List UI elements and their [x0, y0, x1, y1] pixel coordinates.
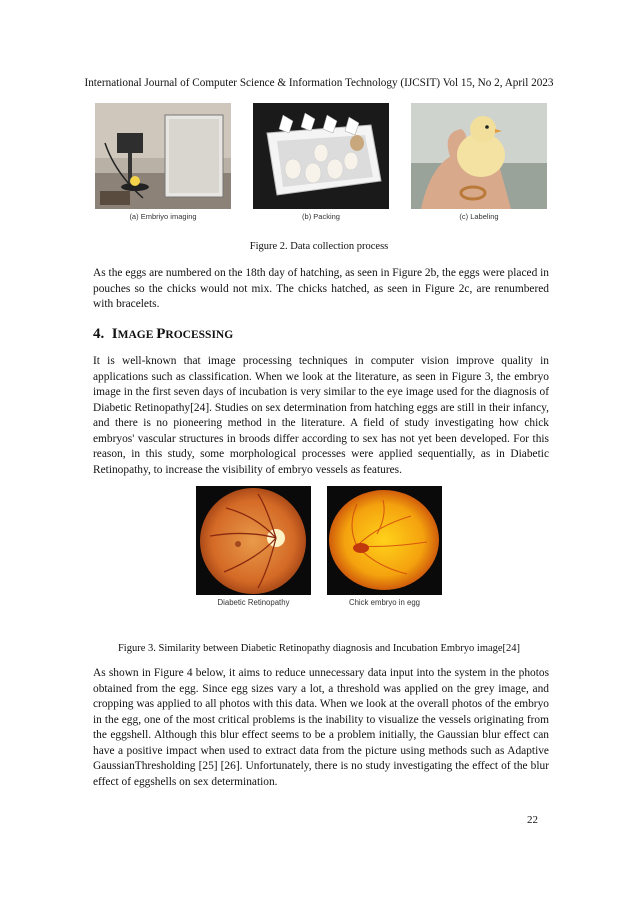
paragraph-2: It is well-known that image processing techniques in computer vision improve quality in applications such as classification. When we look at the literature, as seen in Figure 3, the embryo image in the first seven days of incubation is very similar to the eye image used for the diagnosis of Diabetic Retinopathy[24]. Studies on sex determination from hatching eggs are still in their infancy, and there is no pioneering method in the literature. A field of study investigating how chick embryos' vascular structures in broods differ according to sex has not yet been developed. For this reason, in this study, some morphological processes were applied sequentially, as in Diabetic Retinopathy, to increase the visibility of embryo vessels as features.	[93, 355, 549, 476]
section-heading	[93, 326, 233, 343]
chick-embryo-label: Chick embryo in egg	[348, 598, 421, 607]
section-title-initial-1: I	[111, 326, 118, 342]
embryo-imaging-photo	[95, 103, 231, 209]
labeling-photo	[411, 103, 547, 209]
figure-3	[196, 486, 442, 616]
packing-photo	[253, 103, 389, 209]
section-title-initial-2: P	[156, 326, 166, 342]
section-title-rest-2: ROCESSING	[165, 329, 234, 341]
page-number: 22	[527, 814, 538, 826]
panel-b-label: (b) Packing	[302, 212, 340, 221]
retinopathy-label: Diabetic Retinopathy	[217, 598, 290, 607]
figure-2-caption: Figure 2. Data collection process	[249, 241, 389, 252]
retina-image	[196, 486, 311, 595]
chick-embryo-image	[327, 486, 442, 595]
paragraph-1: As the eggs are numbered on the 18th day of hatching, as seen in Figure 2b, the eggs were placed in pouches so the chicks would not mix. The chicks hatched, as seen in Figure 2c, are renumbered with bracelets.	[93, 267, 549, 310]
journal-header: International Journal of Computer Science & Information Technology (IJCSIT) Vol 15, No 2, April 2023	[84, 77, 554, 89]
panel-a-label: (a) Embriyo imaging	[129, 212, 197, 221]
figure-2	[95, 103, 547, 223]
figure-3-caption: Figure 3. Similarity between Diabetic Retinopathy diagnosis and Incubation Embryo image[24]	[117, 643, 521, 654]
section-number: 4.	[93, 326, 105, 342]
panel-c-label: (c) Labeling	[459, 212, 499, 221]
paragraph-3: As shown in Figure 4 below, it aims to reduce unnecessary data input into the system in the photos obtained from the egg. Since egg sizes vary a lot, a threshold was applied on the grey image, and cropping was applied to all photos with this data. When we look at the overall photos of the embryo in the egg, one of the most critical problems is the inability to visualize the vessels originating from the eggshell. Although this blur effect seems to be a problem initially, the Gaussian blur effect can have a positive impact when used to extract data from the picture using methods such as Adaptive GaussianThresholding [25] [26]. Unfortunately, there is no study investigating the effect of the blur effect of eggshells on sex determination.	[93, 667, 549, 788]
section-title-rest-1: MAGE	[117, 329, 157, 341]
